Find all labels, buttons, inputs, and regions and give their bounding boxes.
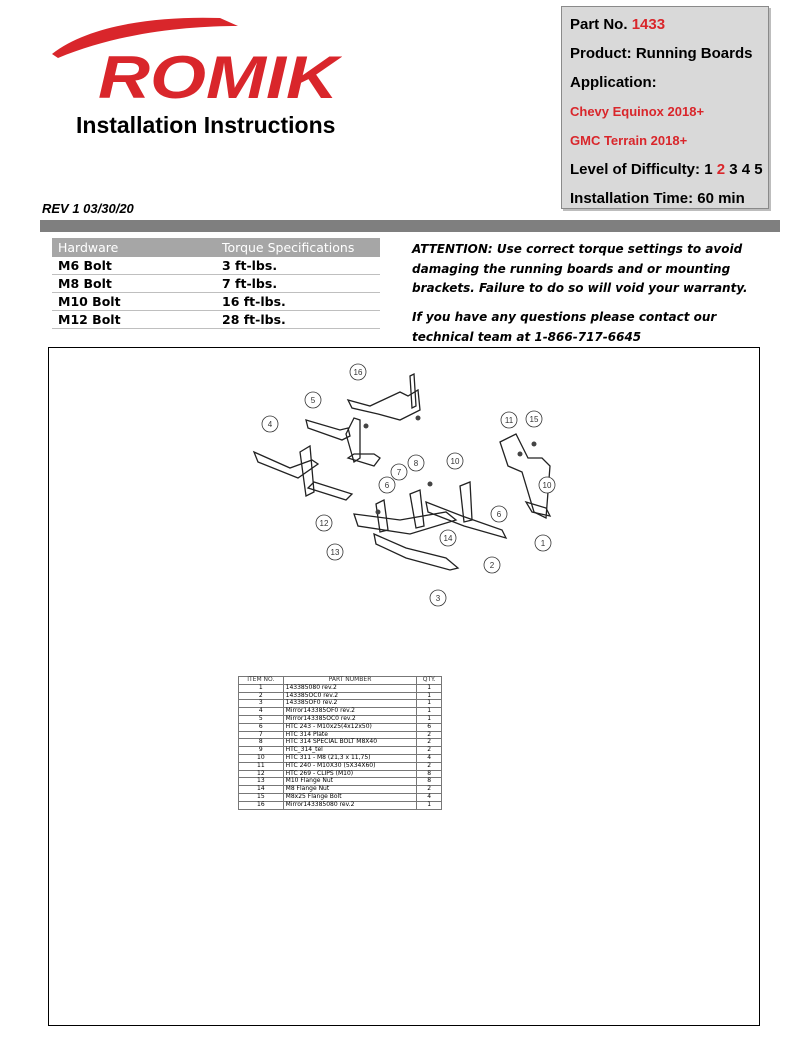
svg-text:ROMIK: ROMIK <box>98 44 342 104</box>
fastener-part <box>532 442 537 447</box>
bracket-part <box>308 482 352 500</box>
contact-note: If you have any questions please contact our technical team at 1-866-717-6645 <box>412 310 717 344</box>
qty-cell: 2 <box>417 786 442 794</box>
callout-label: 10 <box>450 457 460 466</box>
part-number-cell: HTC_314_tel <box>283 747 417 755</box>
part-number-cell: HTC 314 SPECIAL BOLT M8X40 <box>283 739 417 747</box>
application-1: Chevy Equinox 2018+ <box>570 104 705 119</box>
part-number-cell: HTC 311 - M8 (21,3 x 11,75) <box>283 754 417 762</box>
qty-cell: 2 <box>417 747 442 755</box>
part-number-cell: 143385OC0 rev.2 <box>283 692 417 700</box>
hardware-cell: M8 Bolt <box>52 275 216 293</box>
revision-label: REV 1 03/30/20 <box>42 201 134 216</box>
application-label: Application: <box>570 74 657 91</box>
item-no-cell: 11 <box>239 762 284 770</box>
torque-header-spec: Torque Specifications <box>216 238 380 257</box>
part-number-cell: HTC 243 - M10x25(4x12x50) <box>283 723 417 731</box>
table-row <box>239 723 442 731</box>
item-no-cell: 16 <box>239 801 284 809</box>
item-no-cell: 8 <box>239 739 284 747</box>
torque-table <box>52 238 380 329</box>
exploded-parts-diagram <box>250 362 570 612</box>
callout-label: 6 <box>384 481 390 490</box>
hardware-cell: M10 Bolt <box>52 293 216 311</box>
item-no-cell: 14 <box>239 786 284 794</box>
parts-header-item: ITEM NO. <box>239 677 284 685</box>
document-title: Installation Instructions <box>76 112 336 138</box>
item-no-cell: 5 <box>239 715 284 723</box>
product-info-box <box>561 6 769 209</box>
part-number-cell: Mirror143385080 rev.2 <box>283 801 417 809</box>
table-row <box>52 275 380 293</box>
torque-cell: 16 ft-lbs. <box>216 293 380 311</box>
table-row <box>239 801 442 809</box>
callout-label: 11 <box>504 416 514 425</box>
item-no-cell: 6 <box>239 723 284 731</box>
fastener-part <box>518 452 523 457</box>
qty-cell: 4 <box>417 793 442 801</box>
item-no-cell: 15 <box>239 793 284 801</box>
bracket-part <box>410 490 424 528</box>
part-label: Part No. <box>570 16 628 33</box>
bracket-part <box>348 390 420 420</box>
table-row <box>239 684 442 692</box>
difficulty-level: 2 <box>712 161 726 178</box>
qty-cell: 2 <box>417 762 442 770</box>
callout-label: 5 <box>310 396 316 405</box>
table-row <box>239 762 442 770</box>
item-no-cell: 12 <box>239 770 284 778</box>
torque-cell: 3 ft-lbs. <box>216 257 380 275</box>
hardware-cell: M6 Bolt <box>52 257 216 275</box>
table-row <box>239 770 442 778</box>
part-number-cell: M8 Flange Nut <box>283 786 417 794</box>
difficulty-label: Level of Difficulty: <box>570 161 701 178</box>
callout-label: 1 <box>540 539 546 548</box>
torque-cell: 7 ft-lbs. <box>216 275 380 293</box>
parts-list-table <box>238 676 442 810</box>
callout-label: 4 <box>267 420 273 429</box>
item-no-cell: 1 <box>239 684 284 692</box>
callout-label: 14 <box>443 534 453 543</box>
item-no-cell: 13 <box>239 778 284 786</box>
part-number-row <box>570 16 768 45</box>
table-row <box>239 739 442 747</box>
table-row <box>52 257 380 275</box>
bracket-part <box>376 500 388 532</box>
item-no-cell: 3 <box>239 700 284 708</box>
item-no-cell: 9 <box>239 747 284 755</box>
qty-cell: 8 <box>417 770 442 778</box>
qty-cell: 2 <box>417 731 442 739</box>
qty-cell: 1 <box>417 692 442 700</box>
fastener-part <box>428 482 433 487</box>
part-number-cell: HTC 240 - M10X30 (5X34X60) <box>283 762 417 770</box>
torque-cell: 28 ft-lbs. <box>216 311 380 329</box>
item-no-cell: 10 <box>239 754 284 762</box>
callout-label: 12 <box>319 519 329 528</box>
qty-cell: 1 <box>417 708 442 716</box>
qty-cell: 2 <box>417 739 442 747</box>
fastener-part <box>364 424 369 429</box>
item-no-cell: 7 <box>239 731 284 739</box>
difficulty-levels <box>704 161 762 178</box>
bracket-part <box>500 434 550 518</box>
callout-label: 15 <box>529 415 539 424</box>
part-number-cell: 143385080 rev.2 <box>283 684 417 692</box>
part-number-cell: M10 Flange Nut <box>283 778 417 786</box>
romik-logo <box>50 12 342 104</box>
application-2: GMC Terrain 2018+ <box>570 133 688 148</box>
table-row <box>239 778 442 786</box>
callout-label: 2 <box>489 561 495 570</box>
item-no-cell: 2 <box>239 692 284 700</box>
fastener-part <box>376 510 381 515</box>
difficulty-level: 4 <box>737 161 751 178</box>
qty-cell: 1 <box>417 715 442 723</box>
qty-cell: 4 <box>417 754 442 762</box>
callout-label: 6 <box>496 510 502 519</box>
difficulty-level: 1 <box>704 161 713 178</box>
parts-header-part: PART NUMBER <box>283 677 417 685</box>
table-row <box>52 293 380 311</box>
attention-note: ATTENTION: Use correct torque settings to avoid damaging the running boards and or mounting brackets. Failure to do so will void your warranty. <box>412 242 748 295</box>
part-number-cell: M8x25 Flange Bolt <box>283 793 417 801</box>
part-number-cell: 143385OF0 rev.2 <box>283 700 417 708</box>
parts-header-qty: QTY. <box>417 677 442 685</box>
install-time: Installation Time: 60 min <box>570 190 745 207</box>
item-no-cell: 4 <box>239 708 284 716</box>
part-number-cell: Mirror143385OF0 rev.2 <box>283 708 417 716</box>
callout-label: 8 <box>413 459 419 468</box>
part-number-cell: Mirror143385OC0 rev.2 <box>283 715 417 723</box>
difficulty-level: 3 <box>725 161 738 178</box>
torque-header-hardware: Hardware <box>52 238 216 257</box>
qty-cell: 1 <box>417 684 442 692</box>
qty-cell: 1 <box>417 700 442 708</box>
difficulty-level: 5 <box>750 161 763 178</box>
difficulty-row <box>570 161 768 190</box>
divider-bar <box>40 220 780 232</box>
product-name: Product: Running Boards <box>570 45 753 62</box>
bracket-part <box>254 452 318 478</box>
table-row <box>239 692 442 700</box>
part-number: 1433 <box>631 16 666 33</box>
qty-cell: 1 <box>417 801 442 809</box>
callout-label: 13 <box>330 548 340 557</box>
hardware-cell: M12 Bolt <box>52 311 216 329</box>
part-number-cell: HTC 314 Plate <box>283 731 417 739</box>
callout-label: 7 <box>396 468 402 477</box>
bracket-part <box>306 420 350 440</box>
bracket-part <box>410 374 416 408</box>
callout-label: 10 <box>542 481 552 490</box>
bracket-part <box>354 512 456 534</box>
callout-label: 16 <box>353 368 363 377</box>
qty-cell: 8 <box>417 778 442 786</box>
qty-cell: 6 <box>417 723 442 731</box>
table-row <box>52 311 380 329</box>
callout-label: 3 <box>435 594 441 603</box>
fastener-part <box>416 416 421 421</box>
part-number-cell: HTC 269 - CLIPS (M10) <box>283 770 417 778</box>
